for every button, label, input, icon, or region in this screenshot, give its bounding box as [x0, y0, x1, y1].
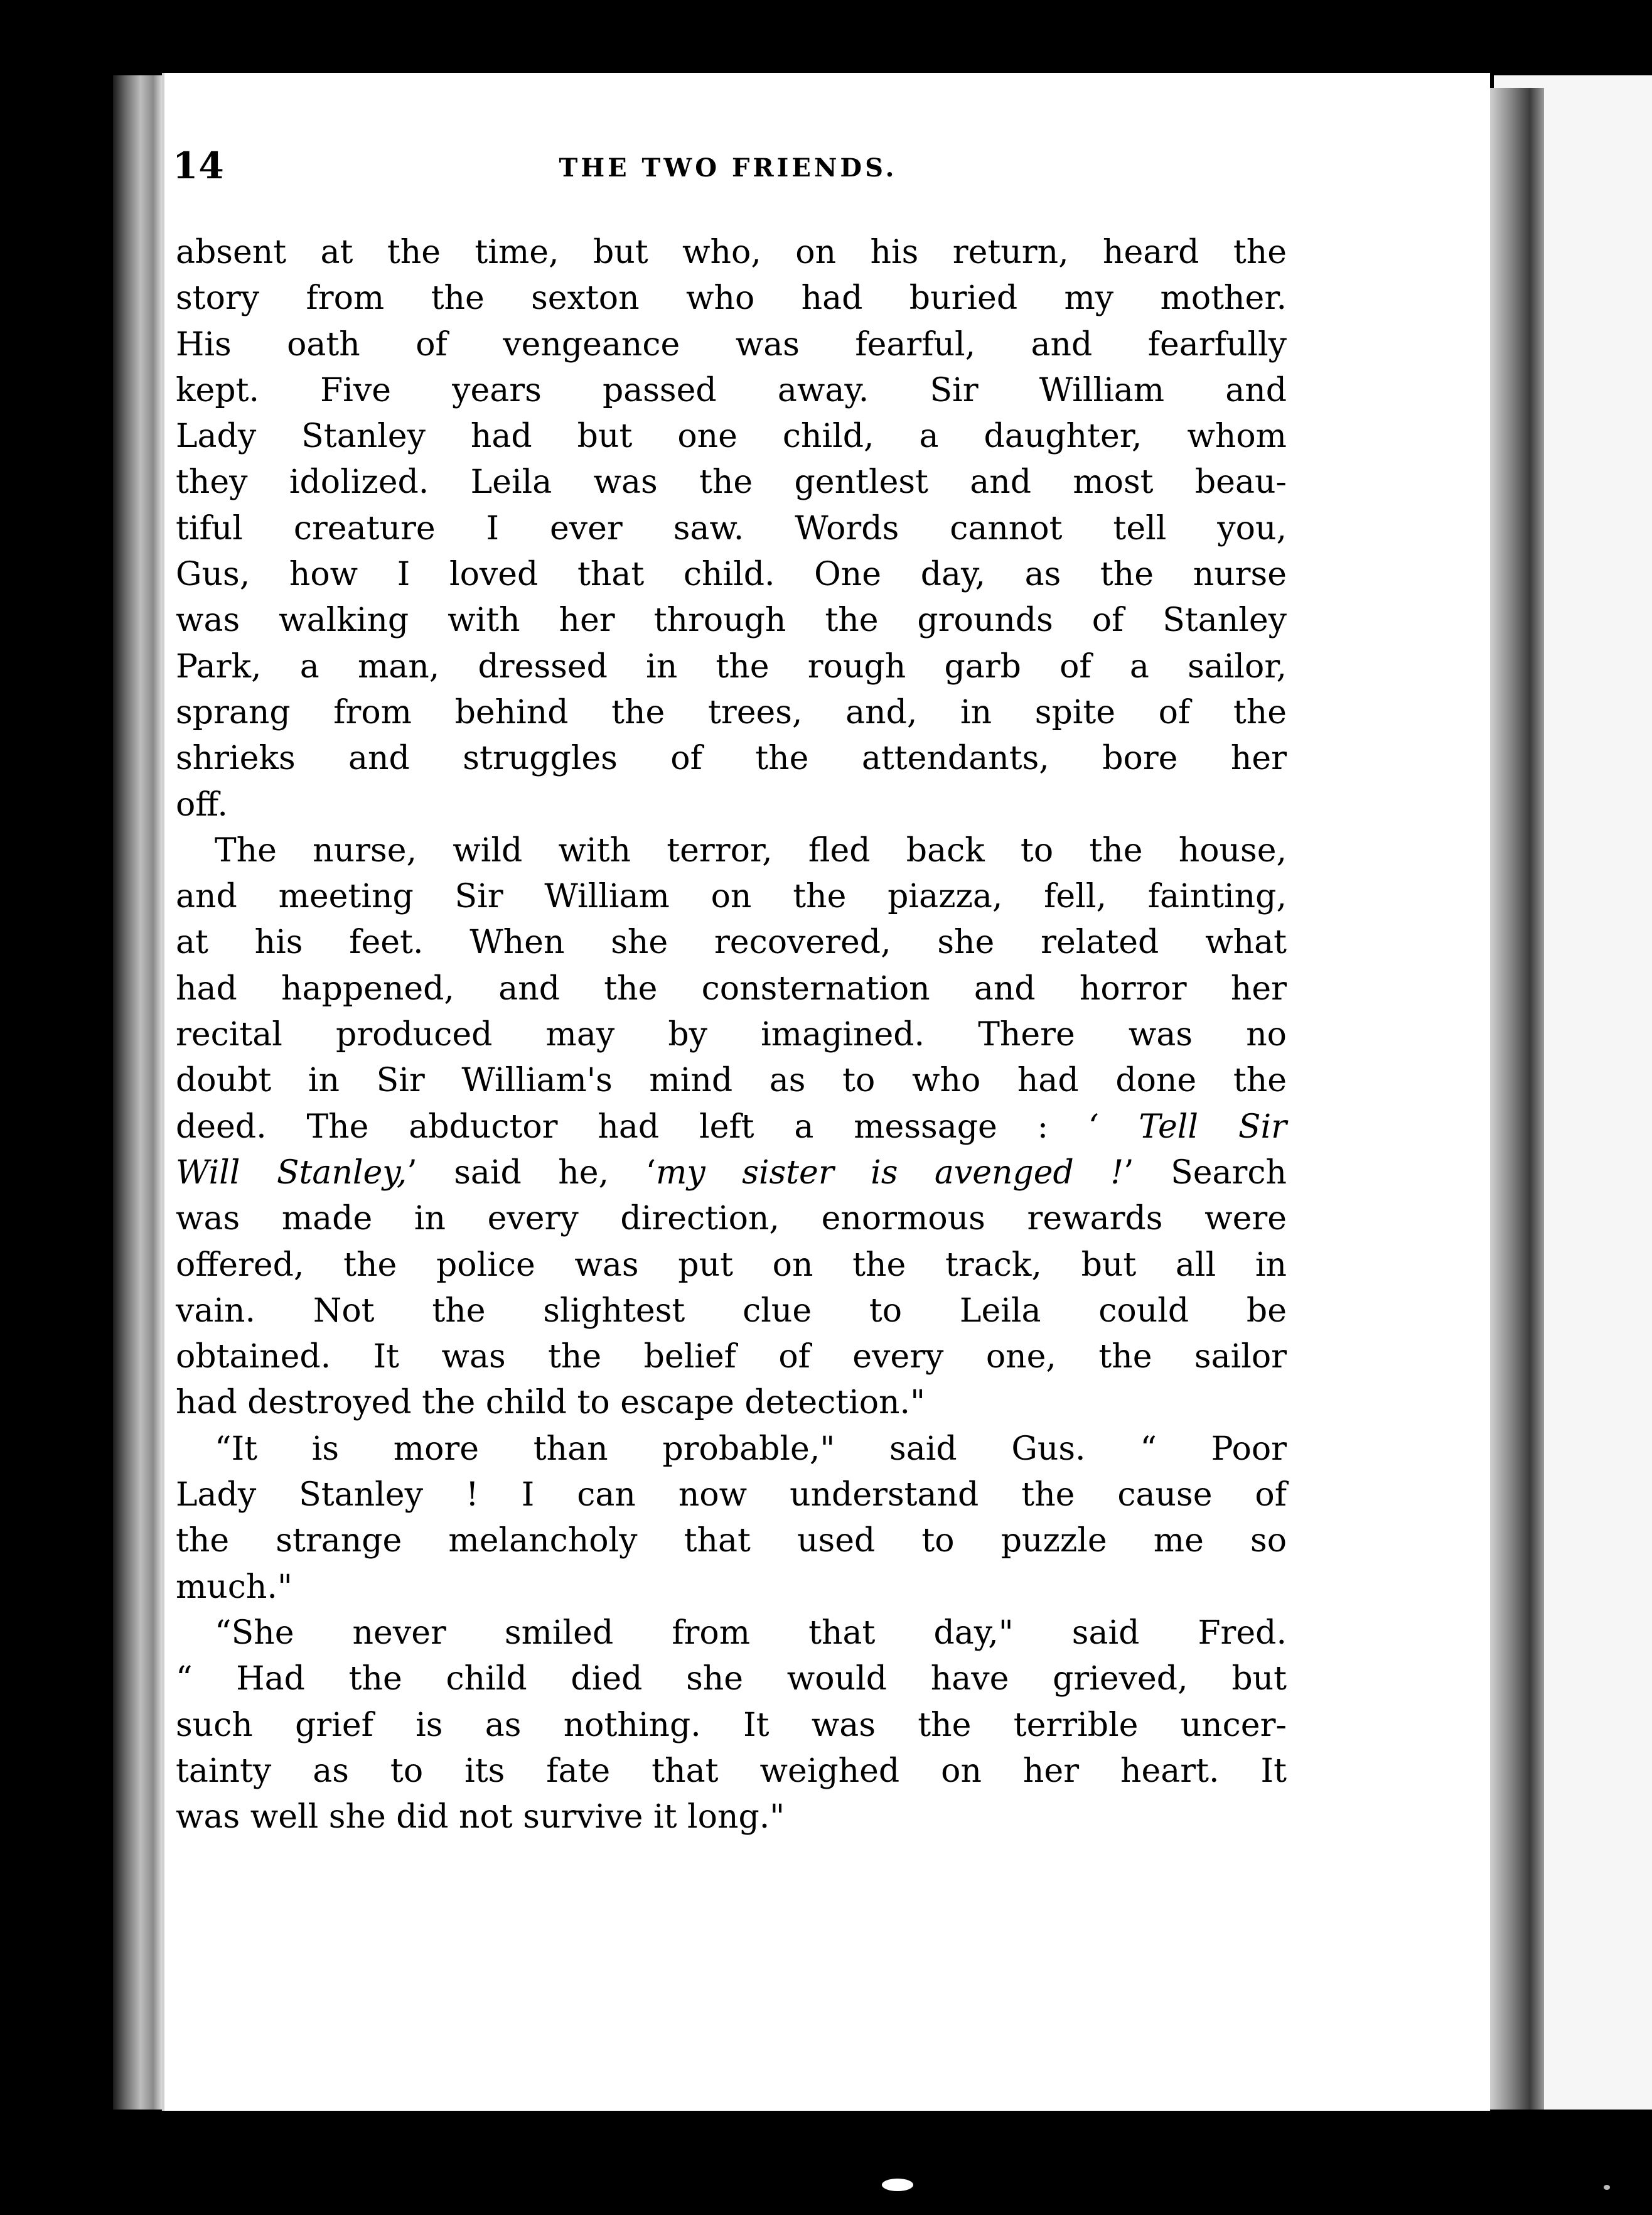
text-line: “ Had the child died she would have grieved, but: [176, 1660, 1287, 1698]
text-line: Will Stanley,’ said he, ‘my sister is avenged !’ Search: [176, 1153, 1287, 1192]
text-line: His oath of vengeance was fearful, and fearfully: [176, 325, 1287, 364]
text-line: Park, a man, dressed in the rough garb of a sailor,: [176, 647, 1287, 686]
text-line: “It is more than probable," said Gus. “ Poor: [215, 1430, 1287, 1468]
text-line: obtained. It was the belief of every one, the sailor: [176, 1338, 1287, 1376]
text-line: shrieks and struggles of the attendants, bore her: [176, 740, 1287, 778]
scan-speck: [882, 2179, 913, 2191]
text-line: deed. The abductor had left a message : ‘ Tell Sir: [176, 1108, 1287, 1146]
text-line: vain. Not the slightest clue to Leila could be: [176, 1291, 1287, 1330]
text-line: recital produced may by imagined. There was no: [176, 1016, 1287, 1054]
italic-text: my sister is avenged !: [656, 1153, 1124, 1192]
right-page-fore-edge: [1488, 88, 1544, 2110]
text-line: was walking with her through the grounds of Stanley: [176, 601, 1287, 640]
text-line: had happened, and the consternation and horror her: [176, 969, 1287, 1008]
text-line: at his feet. When she recovered, she related what: [176, 924, 1287, 962]
text-line: Lady Stanley ! I can now understand the cause of: [176, 1476, 1287, 1514]
text-line: offered, the police was put on the track, but all in: [176, 1246, 1287, 1284]
running-title: THE TWO FRIENDS.: [559, 153, 898, 183]
text-line: kept. Five years passed away. Sir William and: [176, 371, 1287, 409]
text-line: such grief is as nothing. It was the terrible uncer-: [176, 1706, 1287, 1744]
text-line: Lady Stanley had but one child, a daughter, whom: [176, 418, 1287, 456]
text-line: and meeting Sir William on the piazza, fell, fainting,: [176, 878, 1287, 916]
italic-text: ‘ Tell Sir: [1088, 1108, 1287, 1146]
text-line: “She never smiled from that day," said Fred.: [215, 1614, 1287, 1652]
scan-speck: [1604, 2185, 1610, 2190]
text-line: had destroyed the child to escape detection.": [176, 1384, 925, 1422]
text-line: tiful creature I ever saw. Words cannot tell you,: [176, 509, 1287, 547]
body-text: [176, 230, 1287, 1840]
text-line: was made in every direction, enormous rewards were: [176, 1200, 1287, 1238]
text-line: The nurse, wild with terror, fled back to the house,: [215, 831, 1287, 870]
text-line: much.": [176, 1568, 292, 1606]
text-line: absent at the time, but who, on his return, heard the: [176, 234, 1287, 271]
text-line: tainty as to its fate that weighed on her heart. It: [176, 1752, 1287, 1790]
text-line: they idolized. Leila was the gentlest and most beau-: [176, 463, 1287, 502]
text-line: was well she did not survive it long.": [176, 1798, 785, 1836]
book-gutter: [113, 75, 163, 2110]
text-line: off.: [176, 785, 228, 824]
text-line: story from the sexton who had buried my mother.: [176, 279, 1287, 318]
italic-text: Will Stanley,: [176, 1153, 407, 1192]
text-line: the strange melancholy that used to puzzle me so: [176, 1522, 1287, 1560]
text-line: Gus, how I loved that child. One day, as the nurse: [176, 556, 1287, 594]
text-line: doubt in Sir William's mind as to who had done the: [176, 1062, 1287, 1100]
running-head: [173, 144, 1284, 201]
page-number: 14: [173, 144, 225, 187]
text-line: sprang from behind the trees, and, in spite of the: [176, 693, 1287, 731]
